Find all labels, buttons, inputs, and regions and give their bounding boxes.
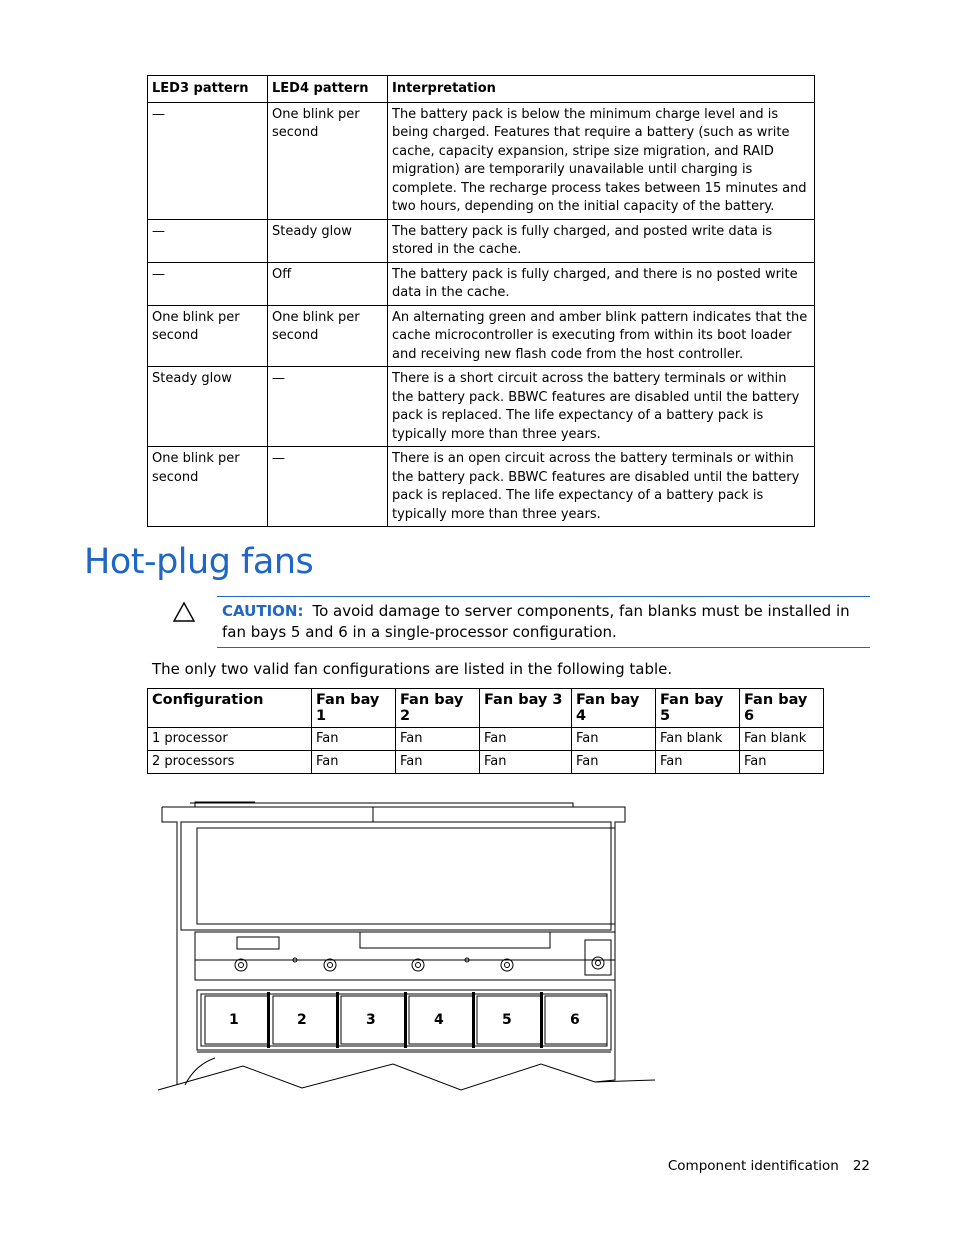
fan-bay-number: 3 (366, 1012, 376, 1028)
table-header-row (148, 76, 815, 103)
fan-bay-number: 6 (570, 1012, 580, 1028)
column-header: LED4 pattern (268, 76, 388, 103)
caution-label: CAUTION: (222, 602, 304, 620)
table-row (148, 728, 824, 751)
table-row (148, 262, 815, 305)
table-cell: The battery pack is below the minimum charge level and is being charged. Features that require a battery (such as write cache, capacity expansion, stripe size migration, and RAID migration) are temporarily unavailable until charging is complete. The recharge process takes between 15 minutes and two hours, depending on the initial capacity of the battery. (388, 102, 815, 219)
table-cell: — (148, 262, 268, 305)
fan-bay-number: 4 (434, 1012, 444, 1028)
table-cell: Steady glow (148, 367, 268, 447)
table-cell: One blink per second (148, 447, 268, 527)
table-cell: An alternating green and amber blink pattern indicates that the cache microcontroller is executing from within its boot loader and receiving new flash code from the host controller. (388, 305, 815, 367)
led-pattern-table (147, 75, 815, 527)
fan-bay-number: 1 (229, 1012, 239, 1028)
column-header: Fan bay 1 (312, 689, 396, 728)
table-cell: Off (268, 262, 388, 305)
table-cell: The battery pack is fully charged, and posted write data is stored in the cache. (388, 219, 815, 262)
table-cell: Fan blank (656, 728, 740, 751)
table-cell: — (148, 102, 268, 219)
table-cell: — (268, 447, 388, 527)
page-number: 22 (852, 1158, 870, 1174)
table-row (148, 219, 815, 262)
caution-triangle-icon (172, 601, 196, 623)
table-cell: Fan blank (740, 728, 824, 751)
table-cell: The battery pack is fully charged, and there is no posted write data in the cache. (388, 262, 815, 305)
table-cell: Fan (572, 728, 656, 751)
table-cell: One blink per second (268, 305, 388, 367)
column-header: LED3 pattern (148, 76, 268, 103)
table-row (148, 305, 815, 367)
table-cell: Fan (480, 751, 572, 774)
table-cell: Fan (312, 728, 396, 751)
fan-bay-number: 5 (502, 1012, 512, 1028)
table-row (148, 751, 824, 774)
column-header: Configuration (148, 689, 312, 728)
table-cell: 1 processor (148, 728, 312, 751)
table-cell: Fan (396, 728, 480, 751)
footer-section: Component identification (667, 1158, 839, 1174)
column-header: Fan bay 5 (656, 689, 740, 728)
table-cell: Fan (740, 751, 824, 774)
page-footer (668, 1158, 870, 1174)
column-header: Fan bay 4 (572, 689, 656, 728)
caution-text: To avoid damage to server components, fan blanks must be installed in fan bays 5 and 6 in a single-processor configuration. (222, 602, 850, 641)
table-cell: There is an open circuit across the battery terminals or within the battery pack. BBWC features are disabled until the battery pack is replaced. The life expectancy of a battery pack is typically more than three years. (388, 447, 815, 527)
table-header-row (148, 689, 824, 728)
table-row (148, 367, 815, 447)
table-cell: There is a short circuit across the battery terminals or within the battery pack. BBWC features are disabled until the battery pack is replaced. The life expectancy of a battery pack is typically more than three years. (388, 367, 815, 447)
column-header: Fan bay 2 (396, 689, 480, 728)
table-cell: 2 processors (148, 751, 312, 774)
table-cell: One blink per second (268, 102, 388, 219)
table-cell: Fan (396, 751, 480, 774)
table-cell: Fan (312, 751, 396, 774)
intro-paragraph: The only two valid fan configurations are listed in the following table. (152, 660, 673, 678)
table-cell: Fan (572, 751, 656, 774)
table-cell: Steady glow (268, 219, 388, 262)
fan-bay-number: 2 (297, 1012, 307, 1028)
column-header: Fan bay 3 (480, 689, 572, 728)
section-heading: Hot-plug fans (84, 542, 314, 582)
caution-note (217, 596, 870, 648)
table-row (148, 447, 815, 527)
table-cell: One blink per second (148, 305, 268, 367)
fan-bays-diagram (155, 800, 660, 1095)
column-header: Fan bay 6 (740, 689, 824, 728)
table-row (148, 102, 815, 219)
fan-configuration-table (147, 688, 824, 774)
column-header: Interpretation (388, 76, 815, 103)
table-cell: Fan (480, 728, 572, 751)
table-cell: — (268, 367, 388, 447)
table-cell: Fan (656, 751, 740, 774)
table-cell: — (148, 219, 268, 262)
